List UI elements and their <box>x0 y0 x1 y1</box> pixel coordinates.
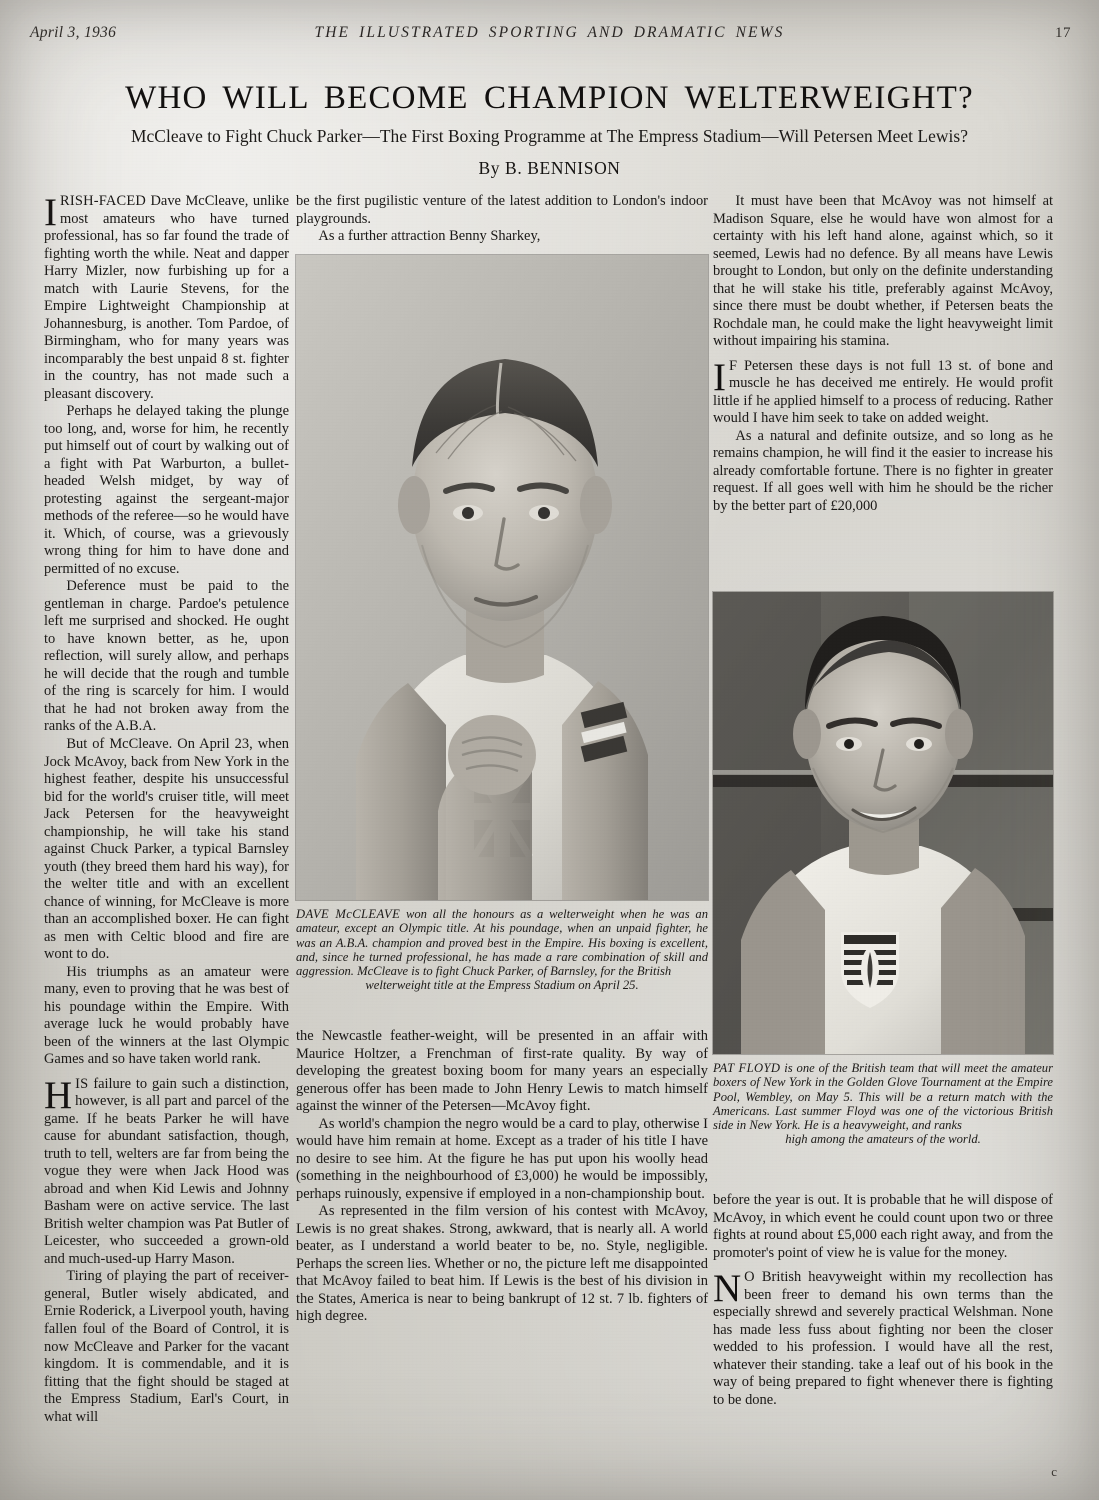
lead-words: IS <box>75 1075 89 1092</box>
photo-dave-mccleave <box>296 255 708 900</box>
drop-cap-letter: H <box>44 1073 73 1117</box>
text-column-1 <box>44 193 289 1426</box>
paragraph: the Newcastle feather-weight, will be presented in an affair with Maurice Holtzer, a Frenchman of first-rate quality. By way of developing the greatest boxing boom for many years an especially generous offer has been made to John Henry Lewis to match himself against the winner of the Petersen—McAvoy fight. <box>296 1028 708 1115</box>
figure-dave-mccleave <box>296 255 708 993</box>
paragraph-text: British heavyweight within my recollection has been freer to demand his own terms than the especially shrewd and severely practical Welshman. None has made less fuss about fighting nor been the closer wedded to his profession. I would have all the rest, whatever their standing. take a leaf out of his book in the way of being prepared to fight whenever there is fighting to be done. <box>713 1269 1053 1408</box>
article-subhead: McCleave to Fight Chuck Parker—The First Boxing Programme at The Empress Stadium—Will Petersen Meet Lewis? <box>131 126 968 146</box>
caption-subject-name: PAT FLOYD <box>713 1061 781 1075</box>
paragraph <box>44 193 289 403</box>
lead-words: O <box>744 1269 755 1286</box>
photo-illustration <box>296 255 708 900</box>
photo-pat-floyd <box>713 592 1053 1054</box>
text-column-2 <box>296 193 708 246</box>
caption-last-line: high among the amateurs of the world. <box>785 1132 981 1147</box>
paragraph: As a further attraction Benny Sharkey, <box>318 228 541 245</box>
paragraph <box>44 1073 289 1269</box>
caption-body: won all the honours as a welterweight when he was an amateur, except an Olympic title. At his poundage, when an unpaid fighter, he was an A.B.A. champion and proved best in the Empire. His boxing is excellent, and, since he turned professional, he has made a rare combination of skill and aggression. McCleave is to fight Chuck Parker, of Barnsley, for the British <box>296 907 708 979</box>
paragraph-text: Petersen these days is not full 13 st. of bone and muscle he has deceived me entirely. He would profit little if he applied himself to a process of reducing. Rather would I have him seek to take on added weight. <box>713 357 1053 427</box>
drop-cap-letter: I <box>44 191 57 234</box>
paragraph-text: failure to gain such a distinction, however, is all part and parcel of the game. If he beats Parker he will have cause for abundant satisfaction, though, truth to tell, welters are far from being the vogue they were when Jack Hood was abroad and when Kid Lewis and Johnny Basham were on active service. The last British welter champion was Pat Butler of Leicester, who succeeded a grown-old and much-used-up Harry Mason. <box>44 1075 289 1267</box>
paragraph: before the year is out. It is probable that he will dispose of McAvoy, in which event he could count upon two or three fights at round about £5,000 each right away, and from the promoter's point of view he is value for the money. <box>713 1192 1053 1261</box>
text-column-2-lower <box>296 1028 708 1326</box>
paragraph: Perhaps he delayed taking the plunge too long, and, worse for him, he recently put himself out of court by walking out of a fight with Pat Warburton, a bullet-headed Welsh midget, by way of protesting against the sergeant-major methods of the referee—so he would have it. Which, of course, was a grievously wrong thing for him to have done and permitted of no excuse. <box>44 403 289 577</box>
paragraph <box>713 1269 1053 1409</box>
lead-words: RISH-FACED <box>60 193 146 209</box>
text-column-3 <box>713 193 1053 515</box>
drop-cap-letter: I <box>713 355 726 399</box>
paragraph: be the first pugilistic venture of the latest addition to London's indoor playgrounds. <box>296 193 708 227</box>
article-headline: WHO WILL BECOME CHAMPION WELTERWEIGHT? <box>125 80 974 116</box>
paragraph: As a natural and definite outsize, and so long as he remains champion, he will find it the easier to increase his already comfortable fortune. There is no fighter in greater request. If all goes well with him he should be the richer by the better part of £20,000 <box>713 427 1053 514</box>
caption-body: is one of the British team that will meet the amateur boxers of New York in the Golden Glove Tournament at the Empire Pool, Wembley, on May 5. This will be a return match with the Americans. Last summer Floyd was one of the victorious British side in New York. He is a heavyweight, and ranks <box>713 1061 1053 1133</box>
article-byline: By B. BENNISON <box>478 158 621 178</box>
masthead-title: THE ILLUSTRATED SPORTING AND DRAMATIC NEWS <box>314 24 785 41</box>
paragraph: Tiring of playing the part of receiver-general, Butler wisely abdicated, and Ernie Roderick, a Liverpool youth, having fallen foul of the Board of Control, it is now McCleave and Parker for the vacant kingdom. It is commendable, and it is fitting that the fight should be staged at the Empress Stadium, Earl's Court, in what will <box>44 1268 289 1425</box>
paragraph: As represented in the film version of his contest with McAvoy, Lewis is no great shakes. Strong, awkward, that is nearly all. A world beater, as I understand a world beater to be, no. Style, negligible. Perhaps the screen lies. Whether or no, the picture left me disappointed that McAvoy failed to beat him. If Lewis is the best of his division in the States, America is near to being bankrupt of 12 st. 7 lb. fighters of high degree. <box>296 1203 708 1325</box>
paragraph-text: Dave McCleave, unlike most amateurs who have turned professional, has so far found the trade of fighting worth the while. Neat and dapper Harry Mizler, now furbishing up for a match with Laurie Stevens, for the Empire Lightweight Championship at Johannesburg, is another. Tom Pardoe, of Birmingham, who for many years was incomparably the best unpaid 8 st. fighter in the country, has not made such a pleasant discovery. <box>44 193 289 402</box>
signature-mark: c <box>1051 1464 1057 1479</box>
paragraph: His triumphs as an amateur were many, even to proving that he was best of his poundage within the Empire. With average luck he would probably have been of the winners at the last Olympic Games and so have taken world rank. <box>44 963 289 1068</box>
running-head <box>0 24 1099 50</box>
figure-caption <box>713 1061 1053 1147</box>
paragraph <box>713 355 1053 428</box>
paragraph: But of McCleave. On April 23, when Jock McAvoy, back from New York in the highest feather, despite his unsuccessful bid for the world's cruiser title, will meet Jack Petersen for the heavyweight championship, he will take his stand against Chuck Parker, a typical Barnsley youth (they breed them hard his way), for the welter title and with an excellent chance of winning, for McCleave is more than an accomplished boxer. He can fight as men with Celtic blood and fire are wont to do. <box>44 735 289 963</box>
caption-last-line: welterweight title at the Empress Stadium on April 25. <box>365 978 639 993</box>
figure-pat-floyd <box>713 592 1053 1147</box>
text-column-3-lower <box>713 1192 1053 1409</box>
figure-caption <box>296 907 708 993</box>
photo-illustration <box>713 592 1053 1054</box>
caption-subject-name: DAVE McCLEAVE <box>296 907 401 921</box>
page-number: 17 <box>1055 25 1071 41</box>
paragraph: It must have been that McAvoy was not himself at Madison Square, else he would have won almost for a certainty with his left hand alone, against which, so it seemed, Lewis had no defence. By all means have Lewis brought to London, but only on the definite understanding that he will stake his title, preferably against McAvoy, since there must be doubt whether, if Petersen beats the Rochdale man, he could make the light heavyweight limit without impairing his stamina. <box>713 193 1053 350</box>
paragraph: Deference must be paid to the gentleman in charge. Pardoe's petulence left me surprised and shocked. He ought to have known better, as he, upon reflection, will surely allow, and perhaps he will decide that the rough and tumble of the ring is scarcely for him. I would that he had not broken away from the ranks of the A.B.A. <box>44 578 289 735</box>
lead-words: F <box>729 357 738 374</box>
drop-cap-letter: N <box>713 1267 742 1311</box>
issue-date: April 3, 1936 <box>30 24 117 41</box>
paragraph: As world's champion the negro would be a card to play, otherwise I would have him remain at home. Except as a trader of his title I have no desire to see him. At the figure he has put upon his woolly head (something in the neighbourhood of £3,000) he would be impossibly, perhaps ruinously, expensive if employed in a non-championship bout. <box>296 1115 708 1202</box>
